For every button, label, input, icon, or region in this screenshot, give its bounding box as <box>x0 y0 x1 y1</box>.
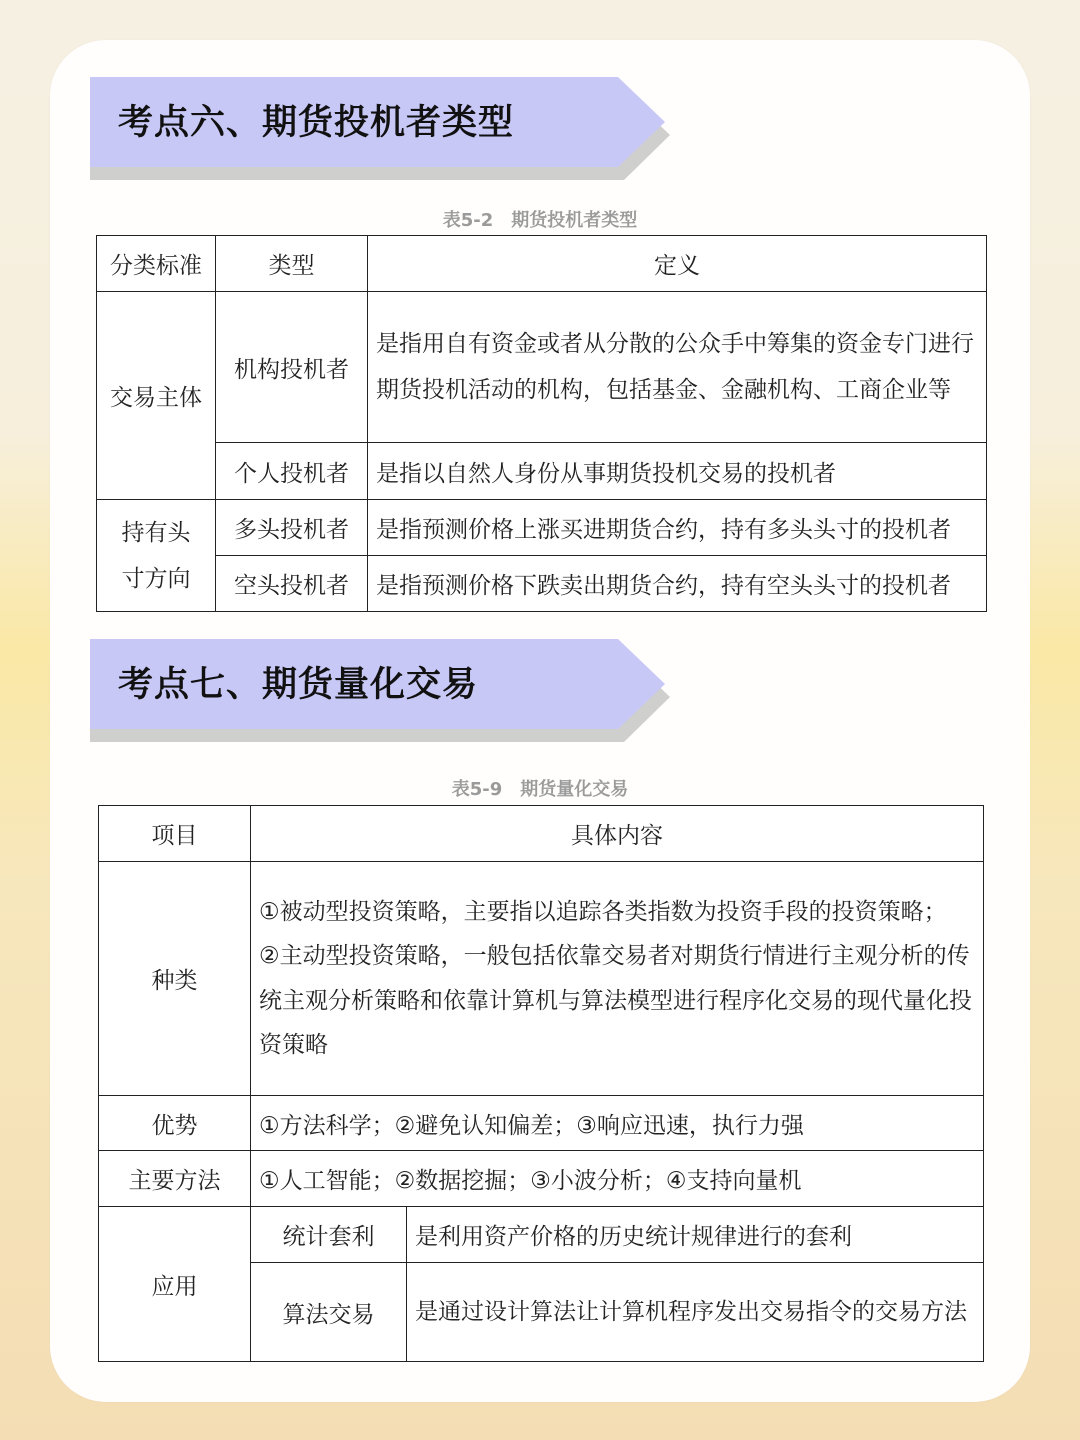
table1-caption: 表5-2 期货投机者类型 <box>442 210 638 231</box>
table-row <box>99 1151 984 1207</box>
row-content-kinds <box>251 862 984 1096</box>
row-type: 空头投机者 <box>216 556 368 612</box>
row-definition: 是指用自有资金或者从分散的公众手中筹集的资金专门进行期货投机活动的机构，包括基金、金融机构、工商企业等 <box>368 292 987 443</box>
row-definition: 是指预测价格上涨买进期货合约，持有多头头寸的投机者 <box>368 500 987 556</box>
application-name: 统计套利 <box>251 1207 407 1263</box>
table-row <box>97 292 987 443</box>
table-header-row <box>97 236 987 292</box>
section1-banner <box>90 77 670 167</box>
table-row <box>97 500 987 556</box>
table2-caption: 表5-9 期货量化交易 <box>451 779 629 800</box>
table-header-row <box>99 806 984 862</box>
row-type: 个人投机者 <box>216 443 368 500</box>
group-trading-subject: 交易主体 <box>97 292 216 500</box>
header-type: 类型 <box>216 236 368 292</box>
quant-trading-table <box>98 805 984 1362</box>
header-item: 项目 <box>99 806 251 862</box>
application-content: 是利用资产价格的历史统计规律进行的套利 <box>407 1207 984 1263</box>
header-category: 分类标准 <box>97 236 216 292</box>
section2-banner <box>90 639 670 729</box>
table-row <box>97 556 987 612</box>
row-label-advantages: 优势 <box>99 1096 251 1151</box>
kinds-line-2: ②主动型投资策略，一般包括依靠交易者对期货行情进行主观分析的传统主观分析策略和依靠计算机与算法模型进行程序化交易的现代量化投资策略 <box>259 943 972 1058</box>
row-definition: 是指预测价格下跌卖出期货合约，持有空头头寸的投机者 <box>368 556 987 612</box>
row-type: 多头投机者 <box>216 500 368 556</box>
table-row <box>99 862 984 1096</box>
application-content: 是通过设计算法让计算机程序发出交易指令的交易方法 <box>407 1263 984 1362</box>
header-content: 具体内容 <box>251 806 984 862</box>
row-label-application: 应用 <box>99 1207 251 1362</box>
kinds-line-1: ①被动型投资策略，主要指以追踪各类指数为投资手段的投资策略； <box>259 898 947 925</box>
row-type: 机构投机者 <box>216 292 368 443</box>
row-content-advantages: ①方法科学；②避免认知偏差；③响应迅速，执行力强 <box>251 1096 984 1151</box>
group-position-direction: 持有头寸方向 <box>97 500 216 612</box>
row-label-kinds: 种类 <box>99 862 251 1096</box>
speculator-types-table <box>96 235 987 612</box>
section1-heading: 考点六、期货投机者类型 <box>118 103 515 143</box>
row-definition: 是指以自然人身份从事期货投机交易的投机者 <box>368 443 987 500</box>
row-content-methods: ①人工智能；②数据挖掘；③小波分析；④支持向量机 <box>251 1151 984 1207</box>
section2-heading: 考点七、期货量化交易 <box>118 665 479 705</box>
table-row <box>99 1207 984 1263</box>
row-label-methods: 主要方法 <box>99 1151 251 1207</box>
header-definition: 定义 <box>368 236 987 292</box>
table-row <box>97 443 987 500</box>
table-row <box>99 1096 984 1151</box>
application-name: 算法交易 <box>251 1263 407 1362</box>
